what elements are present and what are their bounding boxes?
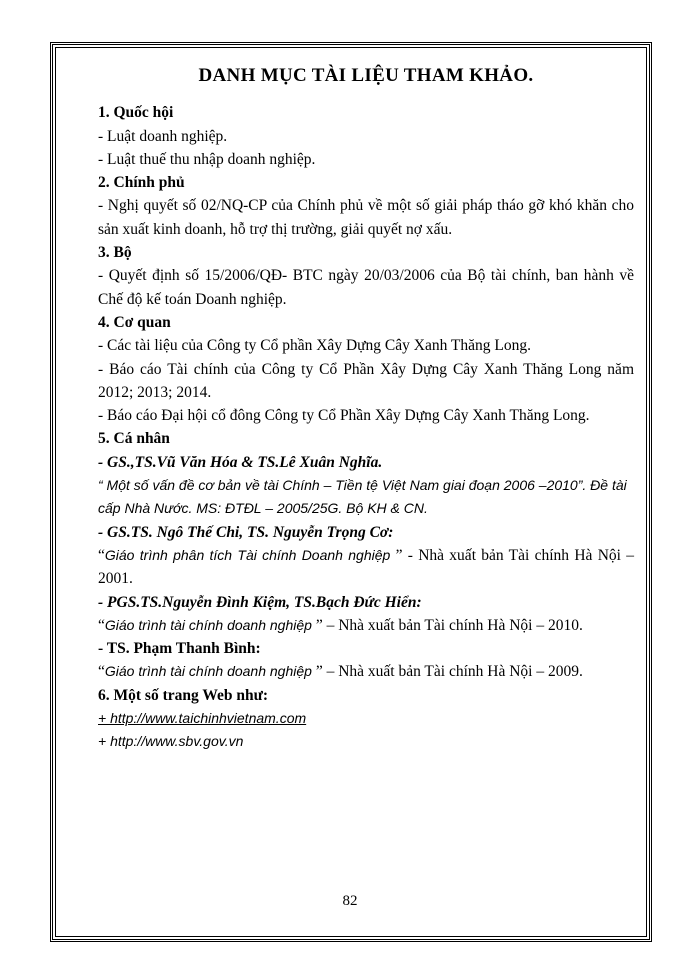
section-heading-4: 4. Cơ quan [98,313,171,331]
list-item: - Quyết định số 15/2006/QĐ- BTC ngày 20/03/2006 của Bộ tài chính, ban hành về Chế độ kế toán Doanh nghiệp. [98,267,634,308]
web-link[interactable]: + http://www.sbv.gov.vn [98,733,244,750]
reference-author: - GS.,TS.Vũ Văn Hóa & TS.Lê Xuân Nghĩa. [98,453,383,471]
section-heading-2: 2. Chính phủ [98,174,185,192]
document-body [98,60,634,754]
reference-publisher: ” - Nhà xuất bản Tài chính Hà Nội – 2001. [98,546,634,588]
list-item: - Nghị quyết số 02/NQ-CP của Chính phủ về một số giải pháp tháo gỡ khó khăn cho sản xuất kinh doanh, hỗ trợ thị trường, giải quyết nợ xấu. [98,197,634,238]
web-link[interactable]: + http://www.taichinhvietnam.com [98,710,307,727]
section-heading-1: 1. Quốc hội [98,104,174,122]
section-heading-5: 5. Cá nhân [98,430,170,448]
open-quote: “ [98,546,105,564]
section-heading-3: 3. Bộ [98,244,132,262]
open-quote: “ [98,616,105,634]
list-item: - Báo cáo Tài chính của Công ty Cổ Phần Xây Dựng Cây Xanh Thăng Long năm 2012; 2013; 2014. [98,360,634,401]
reference-entry [98,660,634,683]
list-item: - Luật thuế thu nhập doanh nghiệp. [98,150,316,168]
reference-work: Giáo trình phân tích Tài chính Doanh nghiệp [104,546,391,563]
reference-author: - TS. Phạm Thanh Bình: [98,640,261,658]
reference-work: Giáo trình tài chính doanh nghiệp [104,663,312,680]
open-quote: “ [98,663,105,681]
reference-author: - GS.TS. Ngô Thế Chi, TS. Nguyễn Trọng Cơ: [98,523,394,541]
list-item: - Các tài liệu của Công ty Cổ phần Xây Dựng Cây Xanh Thăng Long. [98,337,531,355]
reference-entry [98,544,634,591]
reference-entry [98,614,634,637]
reference-work: “ Một số vấn đề cơ bản về tài Chính – Tiền tệ Việt Nam giai đoạn 2006 –2010”. Đề tài cấp Nhà Nước. MS: ĐTĐL – 2005/25G. Bộ KH & CN. [98,477,627,517]
page-title: DANH MỤC TÀI LIỆU THAM KHẢO. [198,65,534,86]
list-item: - Báo cáo Đại hội cổ đông Công ty Cổ Phần Xây Dựng Cây Xanh Thăng Long. [98,407,590,425]
section-heading-6: 6. Một số trang Web như: [98,686,269,704]
reference-publisher: ” – Nhà xuất bản Tài chính Hà Nội – 2009. [311,663,583,681]
reference-work: Giáo trình tài chính doanh nghiệp [104,616,312,633]
reference-author: - PGS.TS.Nguyễn Đình Kiệm, TS.Bạch Đức Hiển: [98,593,422,611]
page-number: 82 [342,893,358,909]
list-item: - Luật doanh nghiệp. [98,127,228,145]
reference-publisher: ” – Nhà xuất bản Tài chính Hà Nội – 2010. [311,616,583,634]
